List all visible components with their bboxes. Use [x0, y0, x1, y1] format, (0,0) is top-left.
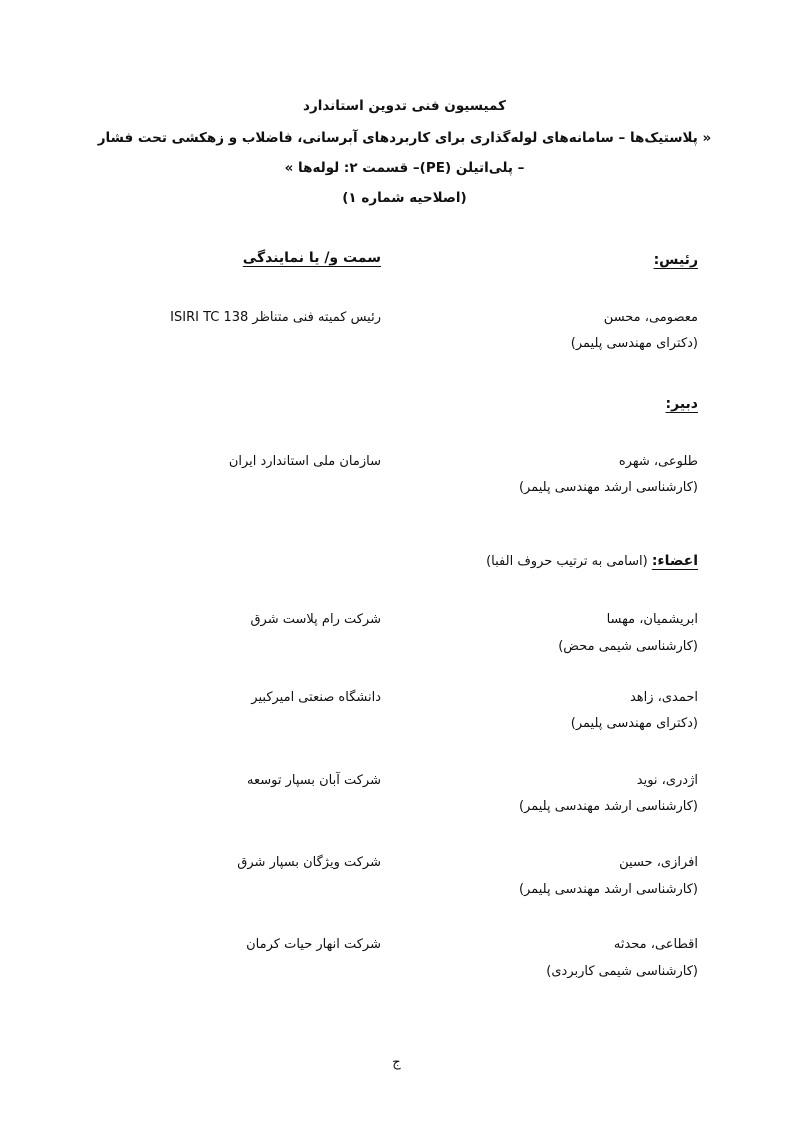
chair-name: معصومی، محسن [603, 310, 698, 325]
member-affiliation: شرکت آبان بسپار توسعه [247, 773, 381, 788]
member-affiliation: شرکت رام پلاست شرق [250, 612, 381, 627]
page-number: ج [392, 1055, 401, 1070]
member-degree: (کارشناسی ارشد مهندسی پلیمر) [518, 882, 698, 897]
member-name: اقطاعی، محدثه [613, 937, 698, 952]
member-affiliation: شرکت انهار حیات کرمان [246, 937, 381, 952]
member-name: احمدی، زاهد [629, 690, 698, 705]
member-affiliation: دانشگاه صنعتی امیرکبیر [251, 690, 381, 705]
member-degree: (کارشناسی شیمی محض) [558, 639, 698, 654]
standard-title-line2: – پلی‌اتیلن (PE)– قسمت ۲: لوله‌ها » [284, 160, 525, 176]
members-heading: اعضاء: [651, 553, 698, 569]
member-degree: (کارشناسی ارشد مهندسی پلیمر) [518, 799, 698, 814]
member-degree: (دکترای مهندسی پلیمر) [570, 716, 698, 731]
member-affiliation: شرکت ویژگان بسپار شرق [237, 855, 381, 870]
chair-affiliation: رئیس کمیته فنی متناظر ISIRI TC 138 [170, 310, 381, 325]
secretary-affiliation: سازمان ملی استاندارد ایران [228, 454, 381, 469]
committee-title: کمیسیون فنی تدوین استاندارد [303, 98, 506, 114]
standard-title-line1: « پلاستیک‌ها – سامانه‌های لوله‌گذاری برای کاربردهای آبرسانی، فاضلاب و زهکشی تحت فشار [97, 130, 712, 146]
members-heading-line [486, 551, 698, 572]
member-degree: (کارشناسی شیمی کاربردی) [546, 964, 698, 979]
secretary-name: طلوعی، شهره [618, 454, 698, 469]
chair-degree: (دکترای مهندسی پلیمر) [570, 336, 698, 351]
amendment-label: (اصلاحیه شماره ۱) [342, 190, 467, 206]
chair-heading: رئیس: [653, 252, 698, 268]
member-name: افرازی، حسین [619, 855, 698, 870]
member-name: ابریشمیان، مهسا [606, 612, 698, 627]
member-name: اژدری، نوید [636, 773, 698, 788]
secretary-heading: دبیر: [665, 396, 698, 412]
secretary-degree: (کارشناسی ارشد مهندسی پلیمر) [518, 480, 698, 495]
position-column-header: سمت و/ یا نمایندگی [242, 250, 381, 266]
members-ordering-note: (اسامی به ترتیب حروف الفبا) [486, 554, 652, 569]
